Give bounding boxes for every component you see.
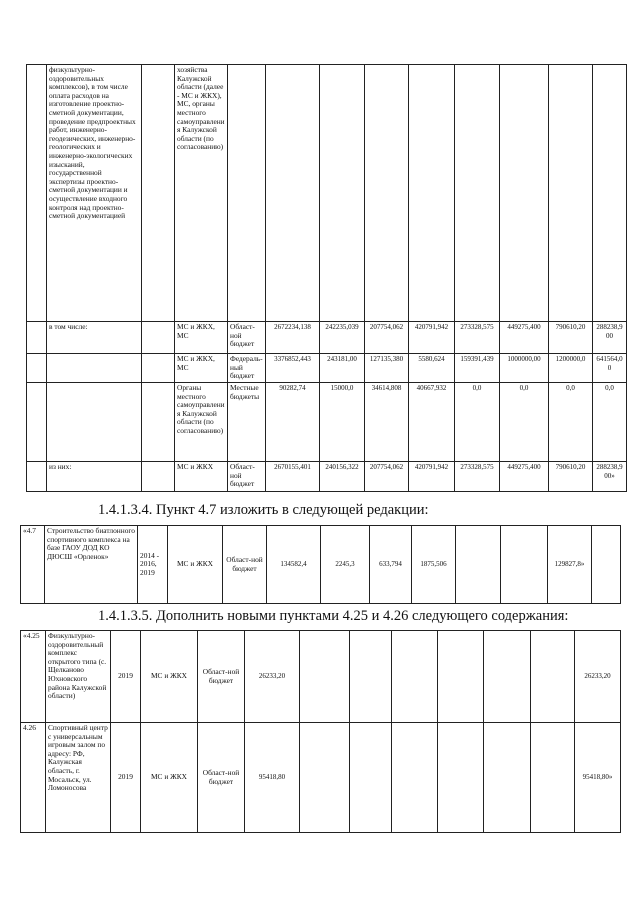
year-cell: 2019 <box>111 631 141 723</box>
year-cell: 2019 <box>111 723 141 833</box>
value-cell: 127135,380 <box>365 354 409 383</box>
value-cell: 242235,039 <box>320 322 365 354</box>
value-cell: 790610,20 <box>549 322 593 354</box>
executor-cell: МС и ЖКХ <box>168 526 223 604</box>
value-cell <box>350 723 392 833</box>
value-cell <box>501 526 548 604</box>
value-cell <box>438 723 484 833</box>
value-cell: 90282,74 <box>266 383 320 462</box>
value-cell <box>392 631 438 723</box>
table-row <box>27 65 627 322</box>
executor-cell: МС и ЖКХ <box>141 723 198 833</box>
table-row <box>21 526 621 604</box>
value-cell <box>531 631 575 723</box>
value-cell: 2672234,138 <box>266 322 320 354</box>
value-cell: 243181,00 <box>320 354 365 383</box>
table-row <box>27 354 627 383</box>
value-cell <box>392 723 438 833</box>
measure-name-cell: Спортивный центр с универсальным игровым залом по адресу: РФ, Калужская область, г. Мосальск, ул. Ломоносова <box>46 723 111 833</box>
years-cell: 2014 - 2016, 2019 <box>138 526 168 604</box>
value-cell: 449275,400 <box>500 322 549 354</box>
value-cell: 159391,439 <box>455 354 500 383</box>
measure-name-cell: Физкультурно-оздоровительный комплекс открытого типа (с. Щелканово Юхновского района Калужской области) <box>46 631 111 723</box>
budget-table-continued <box>26 64 627 492</box>
value-cell: 0,0 <box>500 383 549 462</box>
value-cell: 2670155,401 <box>266 462 320 492</box>
value-cell: 288238,900» <box>593 462 627 492</box>
value-cell <box>592 526 621 604</box>
funding-source-cell: Област-ной бюджет <box>228 462 266 492</box>
funding-source-cell: Област-ной бюджет <box>228 322 266 354</box>
value-cell: 420791,942 <box>409 322 455 354</box>
measure-name-cell: физкультурно-оздоровительных комплексов), в том числе оплата расходов на изготовление проектно-сметной документации, проведение предпроектных работ, инженерно-геодезических, инженерно-геологических и инженерно-экологических изысканий, государственной экспертизы проектно-сметной документации и осуществление входного контроля над проектно-сметной документацией <box>47 65 142 322</box>
value-cell: 207754,062 <box>365 322 409 354</box>
value-cell: 207754,062 <box>365 462 409 492</box>
value-cell: 1000000,00 <box>500 354 549 383</box>
value-cell <box>484 631 531 723</box>
items-4-25-4-26-table <box>20 630 621 833</box>
value-cell: 641564,00 <box>593 354 627 383</box>
value-cell: 95418,80» <box>575 723 621 833</box>
amendment-heading-4-25-4-26: 1.4.1.3.5. Дополнить новыми пунктами 4.25 и 4.26 следующего содержания: <box>98 608 569 624</box>
table-row <box>21 723 621 833</box>
funding-source-cell: Област-ной бюджет <box>223 526 267 604</box>
value-cell: 0,0 <box>593 383 627 462</box>
executor-cell: МС и ЖКХ, МС <box>175 354 228 383</box>
item-number-cell: «4.7 <box>21 526 45 604</box>
value-cell: 240156,322 <box>320 462 365 492</box>
funding-source-cell: Местные бюджеты <box>228 383 266 462</box>
table-row <box>27 322 627 354</box>
table-row <box>27 383 627 462</box>
value-cell: 34614,808 <box>365 383 409 462</box>
item-4-7-table <box>20 525 621 604</box>
funding-source-cell: Федераль-ный бюджет <box>228 354 266 383</box>
value-cell <box>456 526 501 604</box>
value-cell: 273328,575 <box>455 462 500 492</box>
executor-cell: МС и ЖКХ <box>141 631 198 723</box>
value-cell: 790610,20 <box>549 462 593 492</box>
value-cell: 40667,932 <box>409 383 455 462</box>
value-cell: 420791,942 <box>409 462 455 492</box>
value-cell: 1875,506 <box>412 526 456 604</box>
value-cell: 0,0 <box>455 383 500 462</box>
amendment-heading-4-7: 1.4.1.3.4. Пункт 4.7 изложить в следующей редакции: <box>98 502 429 518</box>
value-cell: 0,0 <box>549 383 593 462</box>
value-cell: 2245,3 <box>321 526 370 604</box>
measure-name-cell: Строительство биатлонного спортивного комплекса на базе ГАОУ ДОД КО ДЮСШ «Орленок» <box>45 526 138 604</box>
value-cell: 449275,400 <box>500 462 549 492</box>
value-cell: 129827,8» <box>548 526 592 604</box>
executor-cell: Органы местного самоуправления Калужской области (по согласованию) <box>175 383 228 462</box>
value-cell <box>438 631 484 723</box>
value-cell: 95418,80 <box>245 723 300 833</box>
value-cell: 3376852,443 <box>266 354 320 383</box>
measure-name-cell: из них: <box>47 462 142 492</box>
table-row <box>21 631 621 723</box>
value-cell <box>484 723 531 833</box>
item-number-cell: «4.25 <box>21 631 46 723</box>
funding-source-cell: Област-ной бюджет <box>198 723 245 833</box>
item-number-cell: 4.26 <box>21 723 46 833</box>
value-cell <box>300 631 350 723</box>
value-cell <box>531 723 575 833</box>
funding-source-cell: Област-ной бюджет <box>198 631 245 723</box>
measure-name-cell: в том числе: <box>47 322 142 354</box>
value-cell: 273328,575 <box>455 322 500 354</box>
value-cell: 26233,20 <box>245 631 300 723</box>
executor-cell: МС и ЖКХ, МС <box>175 322 228 354</box>
executor-cell: МС и ЖКХ <box>175 462 228 492</box>
value-cell: 134582,4 <box>267 526 321 604</box>
executor-cell: хозяйства Калужской области (далее - МС и ЖКХ), МС, органы местного самоуправления Калужской области (по согласованию) <box>175 65 228 322</box>
value-cell: 26233,20 <box>575 631 621 723</box>
value-cell: 15000,0 <box>320 383 365 462</box>
table-row <box>27 462 627 492</box>
value-cell: 5580,624 <box>409 354 455 383</box>
value-cell <box>300 723 350 833</box>
value-cell: 633,794 <box>370 526 412 604</box>
value-cell <box>350 631 392 723</box>
value-cell: 1200000,0 <box>549 354 593 383</box>
value-cell: 288238,900 <box>593 322 627 354</box>
